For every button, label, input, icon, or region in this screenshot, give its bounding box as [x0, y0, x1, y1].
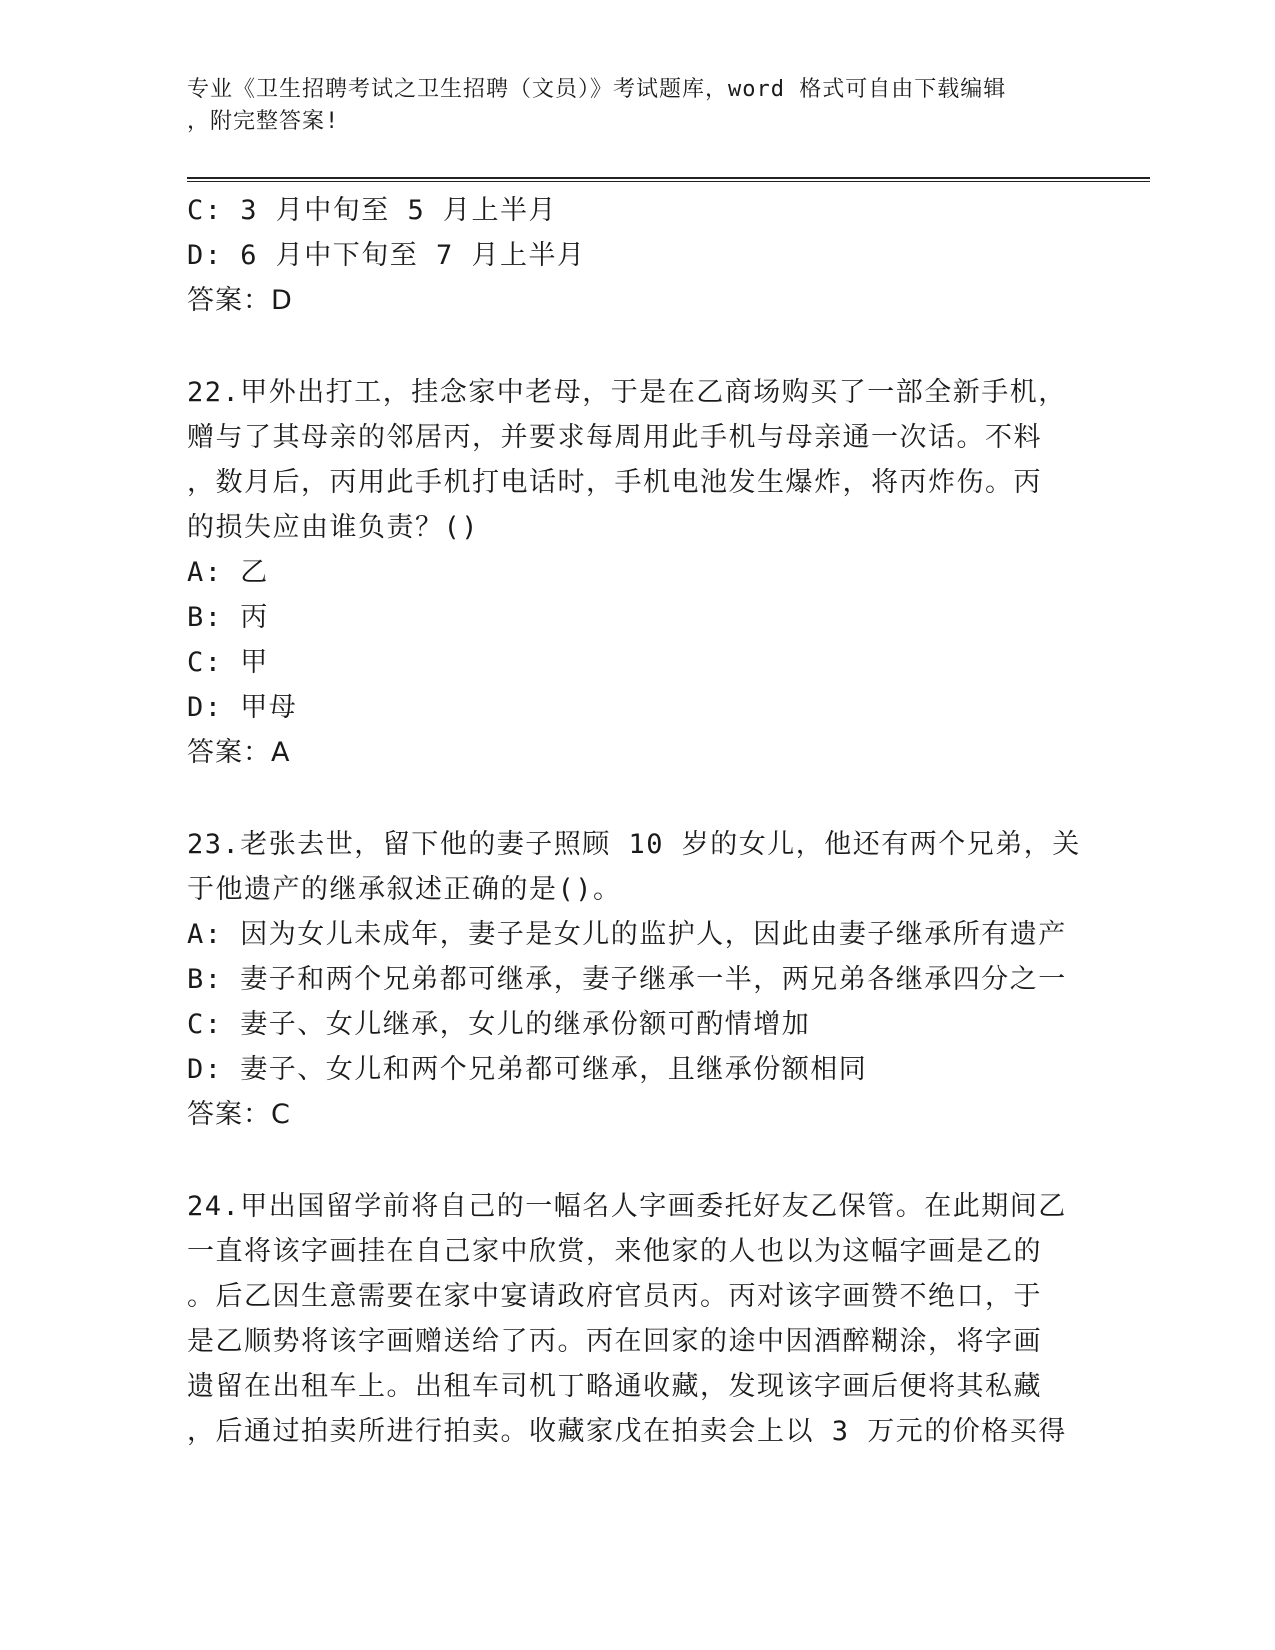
q22-text-line: ，数月后，丙用此手机打电话时，手机电池发生爆炸，将丙炸伤。丙 — [187, 467, 1042, 498]
question-24 — [187, 1184, 1067, 1454]
q24-text-line: 一直将该字画挂在自己家中欣赏，来他家的人也以为这幅字画是乙的 — [187, 1236, 1042, 1267]
q24-text-line: ，后通过拍卖所进行拍卖。收藏家戊在拍卖会上以 3 万元的价格买得 — [187, 1416, 1067, 1447]
header-divider — [187, 177, 1150, 182]
q22-option-c: C: 甲 — [187, 647, 269, 678]
q24-text-line: 24.甲出国留学前将自己的一幅名人字画委托好友乙保管。在此期间乙 — [187, 1191, 1067, 1222]
q23-option-d: D: 妻子、女儿和两个兄弟都可继承，且继承份额相同 — [187, 1054, 868, 1085]
q22-option-d: D: 甲母 — [187, 692, 298, 723]
q22-text-line: 的损失应由谁负责？() — [187, 512, 480, 543]
header-line-1: 专业《卫生招聘考试之卫生招聘（文员）》考试题库，word 格式可自由下载编辑 — [187, 77, 1007, 102]
q23-text-line: 于他遗产的继承叙述正确的是()。 — [187, 874, 622, 905]
q23-option-a: A: 因为女儿未成年，妻子是女儿的监护人，因此由妻子继承所有遗产 — [187, 919, 1067, 950]
prev-answer: 答案：D — [187, 285, 293, 316]
q24-text-line: 。后乙因生意需要在家中宴请政府官员丙。丙对该字画赞不绝口，于 — [187, 1281, 1042, 1312]
q22-answer: 答案：A — [187, 737, 291, 768]
q23-option-c: C: 妻子、女儿继承，女儿的继承份额可酌情增加 — [187, 1009, 811, 1040]
prev-option-c: C: 3 月中旬至 5 月上半月 — [187, 195, 558, 226]
question-22 — [187, 370, 1067, 775]
q22-text-line: 22.甲外出打工，挂念家中老母，于是在乙商场购买了一部全新手机， — [187, 377, 1067, 408]
header-line-2: ，附完整答案! — [187, 109, 340, 134]
question-content — [187, 188, 1081, 1454]
q22-option-b: B: 丙 — [187, 602, 269, 633]
q23-text-line: 23.老张去世，留下他的妻子照顾 10 岁的女儿，他还有两个兄弟，关 — [187, 829, 1081, 860]
q24-text-line: 遗留在出租车上。出租车司机丁略通收藏，发现该字画后便将其私藏 — [187, 1371, 1042, 1402]
prev-option-d: D: 6 月中下旬至 7 月上半月 — [187, 240, 586, 271]
q23-answer: 答案：C — [187, 1099, 291, 1130]
q22-text-line: 赠与了其母亲的邻居丙，并要求每周用此手机与母亲通一次话。不料 — [187, 422, 1042, 453]
q24-text-line: 是乙顺势将该字画赠送给了丙。丙在回家的途中因酒醉糊涂，将字画 — [187, 1326, 1042, 1357]
q22-option-a: A: 乙 — [187, 557, 269, 588]
question-23 — [187, 822, 1081, 1137]
document-header — [187, 74, 1067, 138]
q23-option-b: B: 妻子和两个兄弟都可继承，妻子继承一半，两兄弟各继承四分之一 — [187, 964, 1067, 995]
